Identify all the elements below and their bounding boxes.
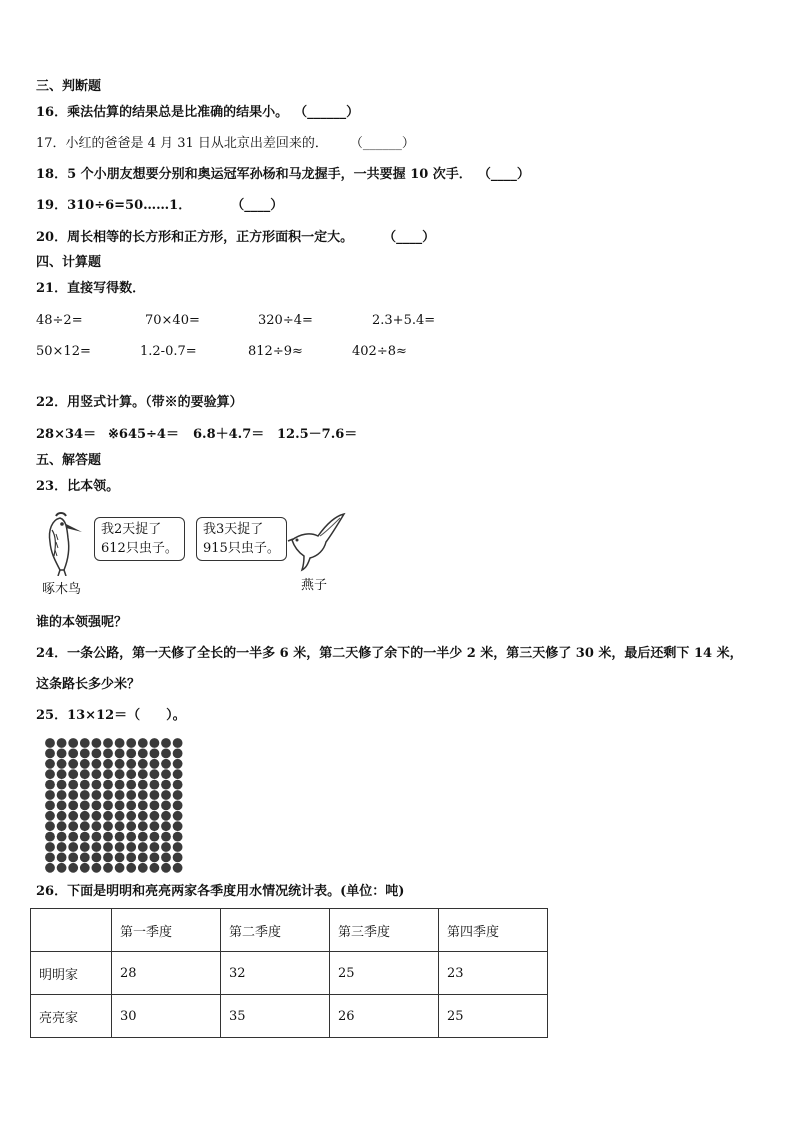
swallow-speech-line: 915只虫子。: [203, 541, 280, 556]
array-dot: [103, 811, 113, 821]
array-dot: [80, 738, 90, 748]
array-dot: [150, 801, 160, 811]
array-dot: [115, 759, 125, 769]
array-dot: [126, 821, 136, 831]
array-dot: [45, 811, 55, 821]
array-dot: [161, 769, 171, 779]
array-dot: [103, 832, 113, 842]
array-dot: [173, 749, 183, 759]
calc-item: 812÷9≈: [248, 344, 303, 359]
array-dot: [138, 749, 148, 759]
question-20-text: 20．周长相等的长方形和正方形，正方形面积一定大。: [36, 230, 354, 245]
array-dot: [80, 842, 90, 852]
array-dot: [45, 769, 55, 779]
array-dot: [161, 759, 171, 769]
array-dot: [45, 759, 55, 769]
question-24-line1: 24．一条公路，第一天修了全长的一半多 6 米，第二天修了余下的一半少 2 米，第三天修了 30 米，最后还剩下 14 米，: [36, 646, 743, 661]
array-dot: [80, 801, 90, 811]
question-19-blank: （____）: [231, 198, 284, 213]
array-dot: [115, 790, 125, 800]
array-dot: [115, 801, 125, 811]
array-dot: [150, 821, 160, 831]
array-dot: [161, 749, 171, 759]
array-dot: [150, 863, 160, 873]
table-cell: 明明家: [31, 952, 112, 995]
question-20-blank: （____）: [383, 230, 436, 245]
table-header-cell: 第一季度: [112, 909, 221, 952]
array-dot: [150, 811, 160, 821]
array-dot: [150, 790, 160, 800]
array-dot: [68, 821, 78, 831]
array-dot: [80, 863, 90, 873]
question-22-text: 22．用竖式计算。（带※的要验算）: [36, 395, 243, 410]
array-dot: [92, 832, 102, 842]
table-cell: 23: [439, 952, 548, 995]
array-dot: [138, 759, 148, 769]
array-dot: [103, 863, 113, 873]
array-dot: [138, 780, 148, 790]
woodpecker-label: 啄木鸟: [42, 582, 82, 597]
array-dot: [80, 749, 90, 759]
array-dot: [126, 801, 136, 811]
array-dot: [92, 780, 102, 790]
array-dot: [80, 759, 90, 769]
question-25-text: 25．13×12＝（ ）。: [36, 708, 186, 723]
array-dot: [45, 790, 55, 800]
table-cell: 28: [112, 952, 221, 995]
array-dot: [57, 780, 67, 790]
table-row: [31, 995, 548, 1038]
array-dot: [161, 853, 171, 863]
question-18: [36, 167, 530, 183]
array-dot: [161, 842, 171, 852]
array-dot: [57, 832, 67, 842]
array-dot: [68, 780, 78, 790]
section-solve-title: 五、解答题: [36, 453, 102, 468]
table-cell: 25: [330, 952, 439, 995]
array-dot: [173, 821, 183, 831]
array-dot: [57, 749, 67, 759]
table-header-cell: 第二季度: [221, 909, 330, 952]
table-cell: 35: [221, 995, 330, 1038]
array-dot: [173, 801, 183, 811]
array-dot: [126, 769, 136, 779]
array-dot: [68, 769, 78, 779]
array-dot: [138, 821, 148, 831]
array-dot: [57, 842, 67, 852]
array-dot: [173, 759, 183, 769]
array-dot: [103, 821, 113, 831]
question-20: [36, 230, 435, 246]
array-dot: [68, 853, 78, 863]
array-dot: [103, 842, 113, 852]
array-dot: [57, 738, 67, 748]
array-dot: [161, 780, 171, 790]
table-cell: 25: [439, 995, 548, 1038]
array-dot: [45, 738, 55, 748]
question-17-text: 17．小红的爸爸是 4 月 31 日从北京出差回来的．: [36, 136, 328, 151]
array-dot: [45, 749, 55, 759]
array-dot: [161, 801, 171, 811]
array-dot: [57, 769, 67, 779]
swallow-label: 燕子: [301, 578, 328, 593]
array-dot: [115, 738, 125, 748]
array-dot: [92, 790, 102, 800]
array-dot: [68, 801, 78, 811]
array-dot: [138, 842, 148, 852]
question-21-text: 21．直接写得数．: [36, 281, 146, 296]
array-dot: [126, 780, 136, 790]
woodpecker-illustration: [38, 510, 90, 576]
question-23-question: 谁的本领强呢？: [36, 615, 128, 630]
array-dot: [68, 759, 78, 769]
question-23-text: 23．比本领。: [36, 479, 120, 494]
calc-item: 1.2-0.7=: [140, 344, 197, 359]
array-dot: [173, 842, 183, 852]
calc-item: 402÷8≈: [352, 344, 407, 359]
dot-array: [44, 737, 186, 874]
array-dot: [138, 801, 148, 811]
array-dot: [115, 811, 125, 821]
array-dot: [161, 821, 171, 831]
array-dot: [92, 749, 102, 759]
array-dot: [126, 863, 136, 873]
array-dot: [115, 821, 125, 831]
array-dot: [173, 853, 183, 863]
section-judge-title: 三、判断题: [36, 79, 102, 94]
array-dot: [80, 821, 90, 831]
calc-item: 320÷4=: [258, 313, 313, 328]
question-16: [36, 105, 359, 121]
table-cell: 32: [221, 952, 330, 995]
array-dot: [173, 863, 183, 873]
array-dot: [161, 790, 171, 800]
array-dot: [103, 853, 113, 863]
array-dot: [68, 863, 78, 873]
swallow-speech-line: 我3天捉了: [203, 522, 264, 537]
array-dot: [92, 863, 102, 873]
swallow-speech-bubble: [196, 517, 287, 561]
woodpecker-speech-bubble: [94, 517, 185, 561]
woodpecker-speech-line: 612只虫子。: [101, 541, 178, 556]
array-dot: [126, 832, 136, 842]
array-dot: [103, 738, 113, 748]
question-26-text: 26．下面是明明和亮亮两家各季度用水情况统计表。(单位：吨): [36, 884, 405, 899]
woodpecker-speech-line: 我2天捉了: [101, 522, 162, 537]
array-dot: [150, 738, 160, 748]
array-dot: [150, 832, 160, 842]
array-dot: [150, 780, 160, 790]
array-dot: [138, 863, 148, 873]
array-dot: [115, 863, 125, 873]
array-dot: [57, 759, 67, 769]
array-dot: [126, 749, 136, 759]
array-dot: [150, 842, 160, 852]
array-dot: [150, 769, 160, 779]
calc-item: 70×40=: [145, 313, 200, 328]
array-dot: [57, 790, 67, 800]
swallow-illustration: [284, 510, 348, 572]
array-dot: [45, 821, 55, 831]
array-dot: [115, 749, 125, 759]
table-header-cell: 第三季度: [330, 909, 439, 952]
array-dot: [45, 842, 55, 852]
array-dot: [138, 853, 148, 863]
array-dot: [103, 769, 113, 779]
table-header-row: [31, 909, 548, 952]
array-dot: [115, 832, 125, 842]
array-dot: [138, 832, 148, 842]
array-dot: [45, 853, 55, 863]
array-dot: [126, 853, 136, 863]
array-dot: [138, 811, 148, 821]
question-16-text: 16．乘法估算的结果总是比准确的结果小。: [36, 105, 289, 120]
array-dot: [103, 759, 113, 769]
array-dot: [92, 759, 102, 769]
array-dot: [103, 749, 113, 759]
array-dot: [45, 780, 55, 790]
question-19-text: 19．310÷6=50……1．: [36, 198, 192, 213]
section-calc-title: 四、计算题: [36, 255, 102, 270]
vertical-calc-item: ※645÷4＝: [108, 427, 179, 442]
question-17: [36, 136, 415, 152]
table-cell: 30: [112, 995, 221, 1038]
array-dot: [173, 780, 183, 790]
calc-item: 48÷2=: [36, 313, 83, 328]
array-dot: [126, 759, 136, 769]
calc-item: 2.3+5.4=: [372, 313, 436, 328]
array-dot: [92, 842, 102, 852]
array-dot: [45, 863, 55, 873]
array-dot: [68, 832, 78, 842]
array-dot: [80, 769, 90, 779]
array-dot: [103, 780, 113, 790]
question-17-blank: （______）: [349, 136, 415, 151]
array-dot: [57, 853, 67, 863]
array-dot: [68, 811, 78, 821]
array-dot: [150, 759, 160, 769]
array-dot: [115, 780, 125, 790]
question-19: [36, 198, 283, 214]
array-dot: [138, 790, 148, 800]
array-dot: [150, 853, 160, 863]
array-dot: [92, 811, 102, 821]
table-cell: 26: [330, 995, 439, 1038]
array-dot: [92, 821, 102, 831]
array-dot: [173, 738, 183, 748]
array-dot: [173, 832, 183, 842]
array-dot: [161, 863, 171, 873]
array-dot: [68, 842, 78, 852]
calc-item: 50×12=: [36, 344, 91, 359]
array-dot: [68, 790, 78, 800]
question-16-blank: （______）: [294, 105, 360, 120]
array-dot: [68, 749, 78, 759]
array-dot: [126, 738, 136, 748]
array-dot: [173, 790, 183, 800]
array-dot: [80, 811, 90, 821]
array-dot: [92, 769, 102, 779]
array-dot: [57, 811, 67, 821]
array-dot: [150, 749, 160, 759]
table-header-cell: [31, 909, 112, 952]
array-dot: [103, 790, 113, 800]
vertical-calc-item: 12.5－7.6＝: [277, 427, 358, 442]
vertical-calc-item: 28×34＝: [36, 427, 97, 442]
array-dot: [92, 801, 102, 811]
table-row: [31, 952, 548, 995]
array-dot: [161, 832, 171, 842]
array-dot: [138, 769, 148, 779]
array-dot: [68, 738, 78, 748]
array-dot: [57, 863, 67, 873]
array-dot: [126, 811, 136, 821]
array-dot: [103, 801, 113, 811]
table-header-cell: 第四季度: [439, 909, 548, 952]
vertical-calc-item: 6.8＋4.7＝: [193, 427, 265, 442]
question-24-line2: 这条路长多少米？: [36, 677, 141, 692]
array-dot: [80, 853, 90, 863]
water-usage-table: [30, 908, 548, 1038]
array-dot: [138, 738, 148, 748]
question-18-text: 18．5 个小朋友想要分别和奥运冠军孙杨和马龙握手，一共要握 10 次手．: [36, 167, 472, 182]
array-dot: [161, 738, 171, 748]
array-dot: [57, 821, 67, 831]
question-18-blank: （____）: [477, 167, 530, 182]
array-dot: [80, 780, 90, 790]
array-dot: [126, 790, 136, 800]
array-dot: [80, 790, 90, 800]
array-dot: [126, 842, 136, 852]
array-dot: [92, 853, 102, 863]
array-dot: [161, 811, 171, 821]
array-dot: [173, 769, 183, 779]
array-dot: [57, 801, 67, 811]
table-cell: 亮亮家: [31, 995, 112, 1038]
array-dot: [80, 832, 90, 842]
array-dot: [173, 811, 183, 821]
array-dot: [115, 853, 125, 863]
array-dot: [92, 738, 102, 748]
array-dot: [115, 842, 125, 852]
array-dot: [115, 769, 125, 779]
array-dot: [45, 801, 55, 811]
array-dot: [45, 832, 55, 842]
